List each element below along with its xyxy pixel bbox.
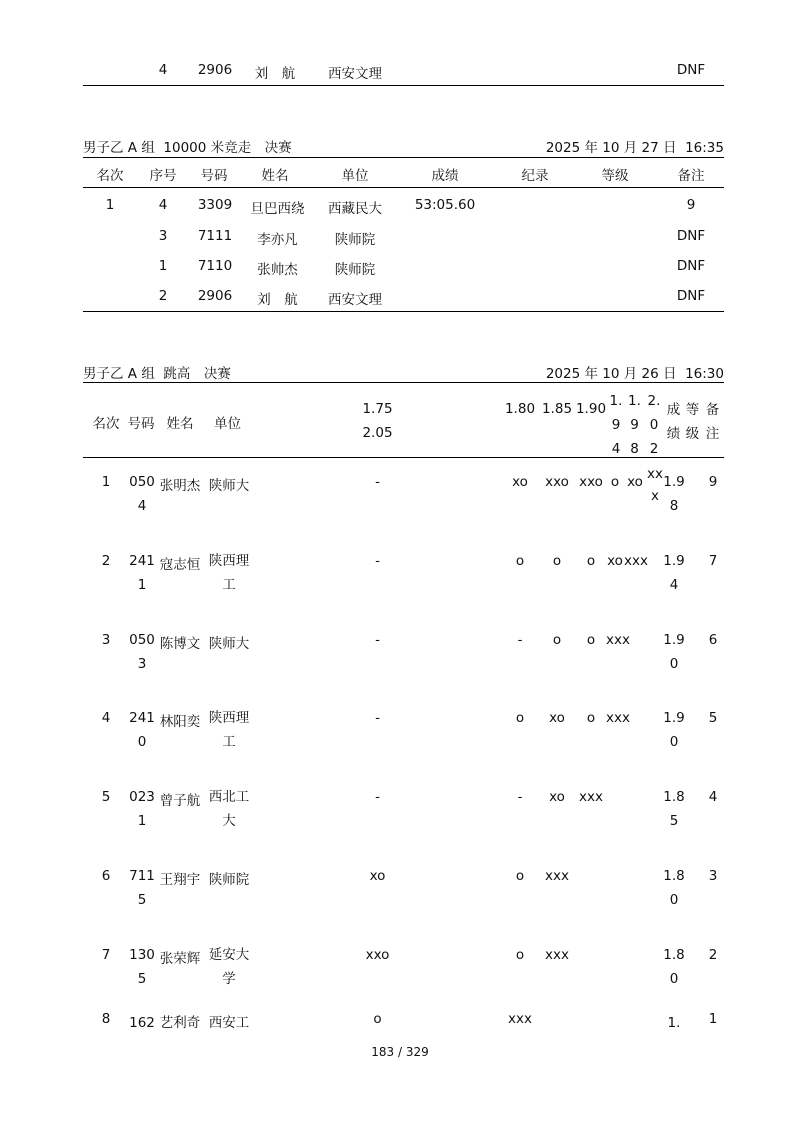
height-175-cell: - xyxy=(375,789,380,805)
bib-cell: 162 xyxy=(129,1015,155,1031)
bib-cell: 2411 xyxy=(129,553,155,593)
result-cell: 1.80 xyxy=(663,947,685,987)
height-190-cell: xxx xyxy=(579,789,603,805)
page-number: 183 / 329 xyxy=(371,1045,429,1059)
rank-cell: 8 xyxy=(101,1011,111,1027)
height-190-cell: o xyxy=(586,710,596,726)
name-cell: 艺利奇 xyxy=(159,1015,201,1031)
header-name: 姓名 xyxy=(261,168,289,184)
unit-cell: 陕师大 xyxy=(208,636,250,652)
unit-cell: 陕师大 xyxy=(208,478,250,494)
header-note: 备注 xyxy=(705,402,720,442)
note-cell: DNF xyxy=(676,258,706,274)
height-180-cell: o xyxy=(515,553,525,569)
height-175-cell: xo xyxy=(369,868,386,884)
name-cell: 刘 航 xyxy=(257,292,298,308)
note-cell: 4 xyxy=(708,789,718,805)
height-190-cell: o xyxy=(586,632,596,648)
note-cell: 6 xyxy=(708,632,718,648)
name-cell: 陈博文 xyxy=(159,636,201,652)
height-180-cell: xo xyxy=(512,474,528,490)
header-top-rule xyxy=(83,382,724,383)
height-175-cell: - xyxy=(375,474,380,490)
header-unit: 单位 xyxy=(341,168,369,184)
bib-cell: 0504 xyxy=(129,474,155,514)
header-result: 成绩 xyxy=(431,168,459,184)
header-height-175: 1.75 xyxy=(362,401,393,417)
seq-cell: 1 xyxy=(158,258,168,274)
result-cell: 1.94 xyxy=(663,553,685,593)
height-175-cell: o xyxy=(373,1011,382,1027)
height-185-cell: o xyxy=(552,632,562,648)
rank-cell: 1 xyxy=(101,474,111,490)
rank-cell: 1 xyxy=(105,197,115,213)
unit-cell: 陕师院 xyxy=(334,262,376,278)
note-cell: 1 xyxy=(708,1011,718,1027)
seq-cell: 4 xyxy=(158,197,168,213)
unit-cell: 陕西理工 xyxy=(208,710,250,750)
height-180-cell: o xyxy=(515,868,525,884)
name-cell: 王翔宇 xyxy=(159,872,201,888)
note-cell: 2 xyxy=(708,947,718,963)
header-bib: 号码 xyxy=(200,168,228,184)
table-bottom-rule xyxy=(83,311,724,312)
height-185-cell: xxx xyxy=(545,947,569,963)
rank-cell: 3 xyxy=(101,632,111,648)
height-185-cell: xo xyxy=(549,789,565,805)
header-grade: 等级 xyxy=(685,402,700,442)
name-cell: 张明杰 xyxy=(159,478,201,494)
result-cell: 1.90 xyxy=(663,632,685,672)
name-cell: 旦巴西绕 xyxy=(250,201,305,217)
height-185-cell: xo xyxy=(549,710,565,726)
header-height-198: 1.98 xyxy=(628,393,641,457)
header-note: 备注 xyxy=(677,168,705,184)
bib-cell: 7115 xyxy=(129,868,155,908)
height-180-cell: o xyxy=(515,710,525,726)
name-cell: 刘 航 xyxy=(254,66,296,82)
section-date: 2025 年 10 月 27 日 16:35 xyxy=(545,140,724,156)
height-180-cell: xxx xyxy=(508,1011,532,1027)
header-height-202: 2.02 xyxy=(647,393,661,457)
note-cell: 5 xyxy=(708,710,718,726)
note-cell: 9 xyxy=(708,474,718,490)
height-185-cell: o xyxy=(552,553,562,569)
name-cell: 张帅杰 xyxy=(257,262,298,278)
name-cell: 曾子航 xyxy=(159,793,201,809)
height-194-cell: o xyxy=(610,474,620,490)
header-top-rule xyxy=(83,157,724,158)
header-grade: 等级 xyxy=(601,168,629,184)
header-record: 纪录 xyxy=(521,168,549,184)
unit-cell: 陕师院 xyxy=(208,872,250,888)
header-bib: 号码 xyxy=(127,416,155,432)
rank-cell: 7 xyxy=(101,947,111,963)
seq-cell: 2 xyxy=(158,288,168,304)
unit-cell: 西安工 xyxy=(208,1015,250,1031)
note-cell: 3 xyxy=(708,868,718,884)
rank-cell: 5 xyxy=(101,789,111,805)
header-height-194: 1.94 xyxy=(609,393,623,457)
bib-cell: 2410 xyxy=(129,710,155,750)
height-185-cell: xxx xyxy=(545,868,569,884)
rank-cell: 6 xyxy=(101,868,111,884)
bib-cell: 7111 xyxy=(197,228,233,244)
header-bottom-rule xyxy=(83,457,724,458)
height-175-cell: - xyxy=(375,632,380,648)
seq-cell: 4 xyxy=(158,62,168,78)
height-202-cell: xxx xyxy=(647,466,663,504)
bib-cell: 2906 xyxy=(197,288,233,304)
note-cell: DNF xyxy=(676,288,706,304)
height-194-cell: xxx xyxy=(606,710,630,726)
unit-cell: 西安文理 xyxy=(328,66,382,82)
name-cell: 张荣辉 xyxy=(159,951,201,967)
bib-cell: 2906 xyxy=(197,62,233,78)
header-height-185: 1.85 xyxy=(541,401,573,417)
height-175-cell: - xyxy=(375,710,380,726)
header-height-180: 1.80 xyxy=(504,401,536,417)
height-194-cell: xo xyxy=(607,553,623,569)
note-cell: DNF xyxy=(676,228,706,244)
section-title: 男子乙 A 组 跳高 决赛 xyxy=(83,366,231,382)
note-cell: 7 xyxy=(708,553,718,569)
unit-cell: 延安大学 xyxy=(208,947,250,987)
header-rank: 名次 xyxy=(96,168,124,184)
bib-cell: 3309 xyxy=(197,197,233,213)
result-cell: 1.85 xyxy=(663,789,685,829)
section-date: 2025 年 10 月 26 日 16:30 xyxy=(545,366,724,382)
header-seq: 序号 xyxy=(149,168,177,184)
height-190-cell: o xyxy=(586,553,596,569)
result-cell: 1.90 xyxy=(663,710,685,750)
result-cell: 1.98 xyxy=(663,474,685,514)
header-bottom-rule xyxy=(83,187,724,188)
header-rank: 名次 xyxy=(92,416,120,432)
unit-cell: 陕师院 xyxy=(334,232,376,248)
bib-cell: 7110 xyxy=(197,258,233,274)
name-cell: 寇志恒 xyxy=(159,557,201,573)
result-cell: 1.80 xyxy=(663,868,685,908)
note-cell: 9 xyxy=(686,197,696,213)
height-180-cell: - xyxy=(517,789,523,805)
height-180-cell: o xyxy=(515,947,525,963)
height-175-cell: xxo xyxy=(365,947,390,963)
bib-cell: 1305 xyxy=(129,947,155,987)
table-bottom-rule xyxy=(83,85,724,86)
bib-cell: 0503 xyxy=(129,632,155,672)
unit-cell: 西安文理 xyxy=(328,292,382,308)
header-result: 成绩 xyxy=(666,402,681,442)
height-194-cell: xxx xyxy=(606,632,630,648)
unit-cell: 西藏民大 xyxy=(328,201,382,217)
header-unit: 单位 xyxy=(214,416,241,432)
rank-cell: 2 xyxy=(101,553,111,569)
unit-cell: 西北工大 xyxy=(208,789,250,829)
height-190-cell: xxo xyxy=(579,474,603,490)
seq-cell: 3 xyxy=(158,228,168,244)
rank-cell: 4 xyxy=(101,710,111,726)
section-title: 男子乙 A 组 10000 米竞走 决赛 xyxy=(83,140,292,156)
note-cell: DNF xyxy=(676,62,706,78)
name-cell: 李亦凡 xyxy=(257,232,298,248)
header-height-190: 1.90 xyxy=(575,401,607,417)
height-175-cell: - xyxy=(375,553,380,569)
height-180-cell: - xyxy=(517,632,523,648)
result-cell: 1. xyxy=(667,1015,681,1031)
header-name: 姓名 xyxy=(166,416,194,432)
height-198-cell: xo xyxy=(627,474,643,490)
unit-cell: 陕西理工 xyxy=(208,553,250,593)
result-cell: 53:05.60 xyxy=(414,197,476,213)
height-198-cell: xxx xyxy=(624,553,648,569)
bib-cell: 0231 xyxy=(129,789,155,829)
name-cell: 林阳奕 xyxy=(159,714,201,730)
height-185-cell: xxo xyxy=(545,474,569,490)
header-height-205: 2.05 xyxy=(362,425,393,441)
